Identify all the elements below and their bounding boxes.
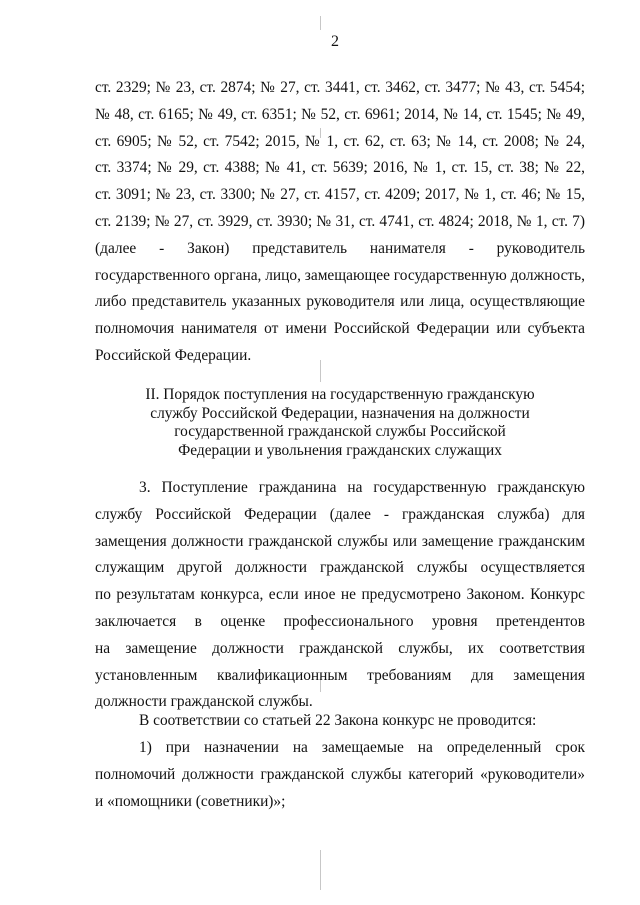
text-line: ст. 6905; № 52, ст. 7542; 2015, № 1, ст. 62, ст. 63; № 14, ст. 2008; № 24,	[95, 132, 585, 150]
text-line: В соответствии со статьей 22 Закона конкурс не проводится:	[139, 712, 537, 729]
text-line: 1) при назначении на замещаемые на определенный срок	[139, 739, 585, 756]
page-number: 2	[331, 33, 339, 50]
text-line: полномочия нанимателя от имени Российской Федерации или субъекта	[95, 320, 585, 338]
text-line: установленным квалификационным требованиям для замещения	[95, 666, 585, 684]
intro-paragraph	[95, 75, 585, 370]
heading-line: службу Российской Федерации, назначения на должности	[150, 404, 530, 422]
paragraph-3	[95, 475, 585, 716]
text-line: ст. 3374; № 29, ст. 4388; № 41, ст. 5639; 2016, № 1, ст. 15, ст. 38; № 22,	[95, 159, 585, 177]
text-line: 3. Поступление гражданина на государственную гражданскую	[139, 479, 585, 496]
text-line: полномочий должности гражданской службы категорий «руководители»	[95, 765, 585, 783]
text-line: ст. 3091; № 23, ст. 3300; № 27, ст. 4157, ст. 4209; 2017, № 1, ст. 46; № 15,	[95, 186, 585, 204]
text-line: ст. 2139; № 27, ст. 3929, ст. 3930; № 31, ст. 4741, ст. 4824; 2018, № 1, ст. 7)	[95, 212, 585, 230]
text-line: ст. 2329; № 23, ст. 2874; № 27, ст. 3441, ст. 3462, ст. 3477; № 43, ст. 5454;	[95, 79, 585, 96]
exceptions-intro	[95, 708, 585, 735]
text-line: и «помощники (советники)»;	[95, 792, 286, 810]
text-line: службу Российской Федерации (далее - гражданская служба) для	[95, 505, 585, 523]
fold-mark-bottom	[320, 850, 321, 890]
text-line: государственного органа, лицо, замещающее государственную должность,	[95, 266, 585, 284]
heading-line: II. Порядок поступления на государственную гражданскую	[145, 386, 535, 403]
heading-line: государственной гражданской службы Российской	[174, 423, 506, 440]
text-line: Российской Федерации.	[95, 346, 252, 364]
text-line: служащим другой должности гражданской службы осуществляется	[95, 559, 585, 577]
section-heading	[95, 386, 585, 460]
text-line: (далее - Закон) представитель нанимателя - руководитель	[95, 239, 585, 257]
text-line: на замещение должности гражданской службы, их соответствия	[95, 639, 585, 657]
text-line: заключается в оценке профессионального уровня претендентов	[95, 612, 585, 630]
text-line: либо представитель указанных руководителя или лица, осуществляющие	[95, 293, 585, 311]
fold-mark-top	[320, 16, 321, 30]
text-line: № 48, ст. 6165; № 49, ст. 6351; № 52, ст. 6961; 2014, № 14, ст. 1545; № 49,	[95, 105, 585, 123]
heading-line: Федерации и увольнения гражданских служащих	[178, 441, 502, 459]
exception-item-1	[95, 735, 585, 815]
text-line: должности гражданской службы.	[95, 693, 313, 711]
text-line: замещения должности гражданской службы или замещение гражданским	[95, 532, 585, 550]
text-line: по результатам конкурса, если иное не предусмотрено Законом. Конкурс	[95, 586, 585, 604]
